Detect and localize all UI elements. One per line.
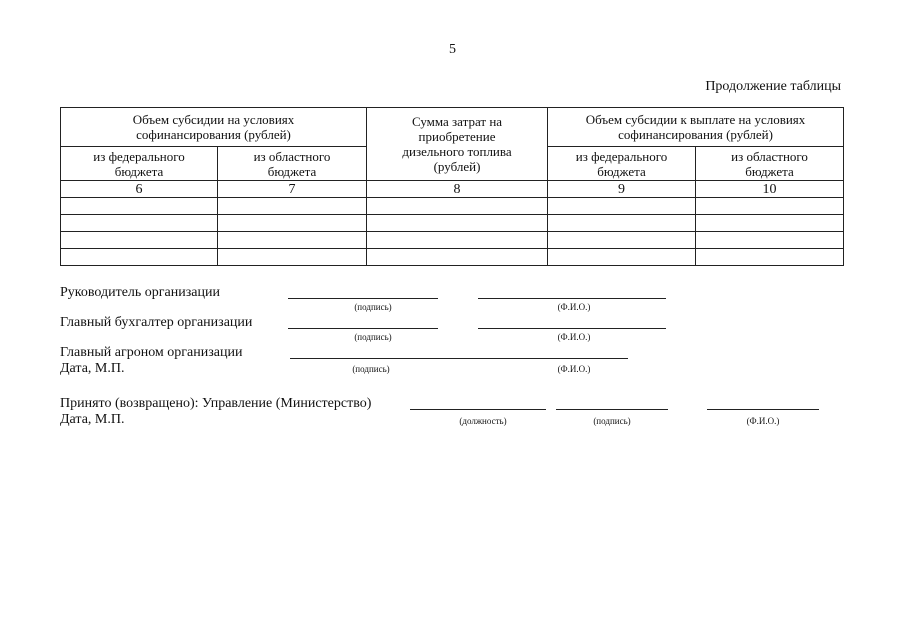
accepted-fio-line bbox=[707, 409, 819, 410]
signature-caption: (подпись) bbox=[593, 416, 631, 426]
table-cell bbox=[548, 215, 696, 232]
table-cell bbox=[367, 249, 548, 266]
table-cell bbox=[61, 215, 218, 232]
signature-caption: (подпись) bbox=[354, 332, 392, 342]
subsidy-cofinancing-header: Объем субсидии на условиях софинансирования (рублей) bbox=[61, 108, 367, 147]
column-number: 10 bbox=[696, 181, 844, 198]
accountant-fio-line bbox=[478, 328, 666, 329]
position-line bbox=[410, 409, 546, 410]
table-cell bbox=[367, 215, 548, 232]
regional-budget-header-2: из областного бюджета bbox=[696, 147, 844, 181]
column-number: 6 bbox=[61, 181, 218, 198]
table-row bbox=[61, 215, 844, 232]
signature-caption: (подпись) bbox=[354, 302, 392, 312]
fio-caption: (Ф.И.О.) bbox=[557, 302, 591, 312]
position-caption: (должность) bbox=[459, 416, 507, 426]
fio-caption: (Ф.И.О.) bbox=[557, 364, 591, 374]
date-stamp-label: Дата, М.П. bbox=[60, 361, 125, 376]
column-number: 7 bbox=[218, 181, 367, 198]
table-cell bbox=[218, 198, 367, 215]
table-row bbox=[61, 198, 844, 215]
head-fio-line bbox=[478, 298, 666, 299]
table-cell bbox=[218, 232, 367, 249]
accepted-by-label: Принято (возвращено): Управление (Министерство) bbox=[60, 396, 372, 411]
table-cell bbox=[696, 215, 844, 232]
date-stamp-label: Дата, М.П. bbox=[60, 412, 125, 427]
fuel-costs-header: Сумма затрат на приобретение дизельного топлива (рублей) bbox=[367, 108, 548, 181]
table-row bbox=[61, 232, 844, 249]
table-row bbox=[61, 249, 844, 266]
table-continuation-label: Продолжение таблицы bbox=[705, 79, 841, 94]
table-cell bbox=[548, 232, 696, 249]
column-number: 8 bbox=[367, 181, 548, 198]
table-cell bbox=[218, 249, 367, 266]
signature-caption: (подпись) bbox=[352, 364, 390, 374]
table-cell bbox=[696, 232, 844, 249]
fio-caption: (Ф.И.О.) bbox=[557, 332, 591, 342]
table-cell bbox=[696, 249, 844, 266]
column-number: 9 bbox=[548, 181, 696, 198]
fio-caption: (Ф.И.О.) bbox=[746, 416, 780, 426]
table-cell bbox=[367, 198, 548, 215]
federal-budget-header-1: из федерального бюджета bbox=[61, 147, 218, 181]
table-cell bbox=[696, 198, 844, 215]
table-cell bbox=[367, 232, 548, 249]
table-cell bbox=[548, 198, 696, 215]
chief-agronomist-label: Главный агроном организации bbox=[60, 345, 243, 360]
table-cell bbox=[548, 249, 696, 266]
regional-budget-header-1: из областного бюджета bbox=[218, 147, 367, 181]
subsidy-payout-header: Объем субсидии к выплате на условиях софинансирования (рублей) bbox=[548, 108, 844, 147]
accepted-signature-line bbox=[556, 409, 668, 410]
federal-budget-header-2: из федерального бюджета bbox=[548, 147, 696, 181]
accountant-signature-line bbox=[288, 328, 438, 329]
table-cell bbox=[218, 215, 367, 232]
page-number: 5 bbox=[449, 42, 456, 57]
table-cell bbox=[61, 198, 218, 215]
subsidy-table bbox=[60, 107, 844, 266]
head-of-organization-label: Руководитель организации bbox=[60, 285, 220, 300]
table-cell bbox=[61, 249, 218, 266]
table-cell bbox=[61, 232, 218, 249]
agronomist-signature-line bbox=[290, 358, 628, 359]
head-signature-line bbox=[288, 298, 438, 299]
chief-accountant-label: Главный бухгалтер организации bbox=[60, 315, 253, 330]
